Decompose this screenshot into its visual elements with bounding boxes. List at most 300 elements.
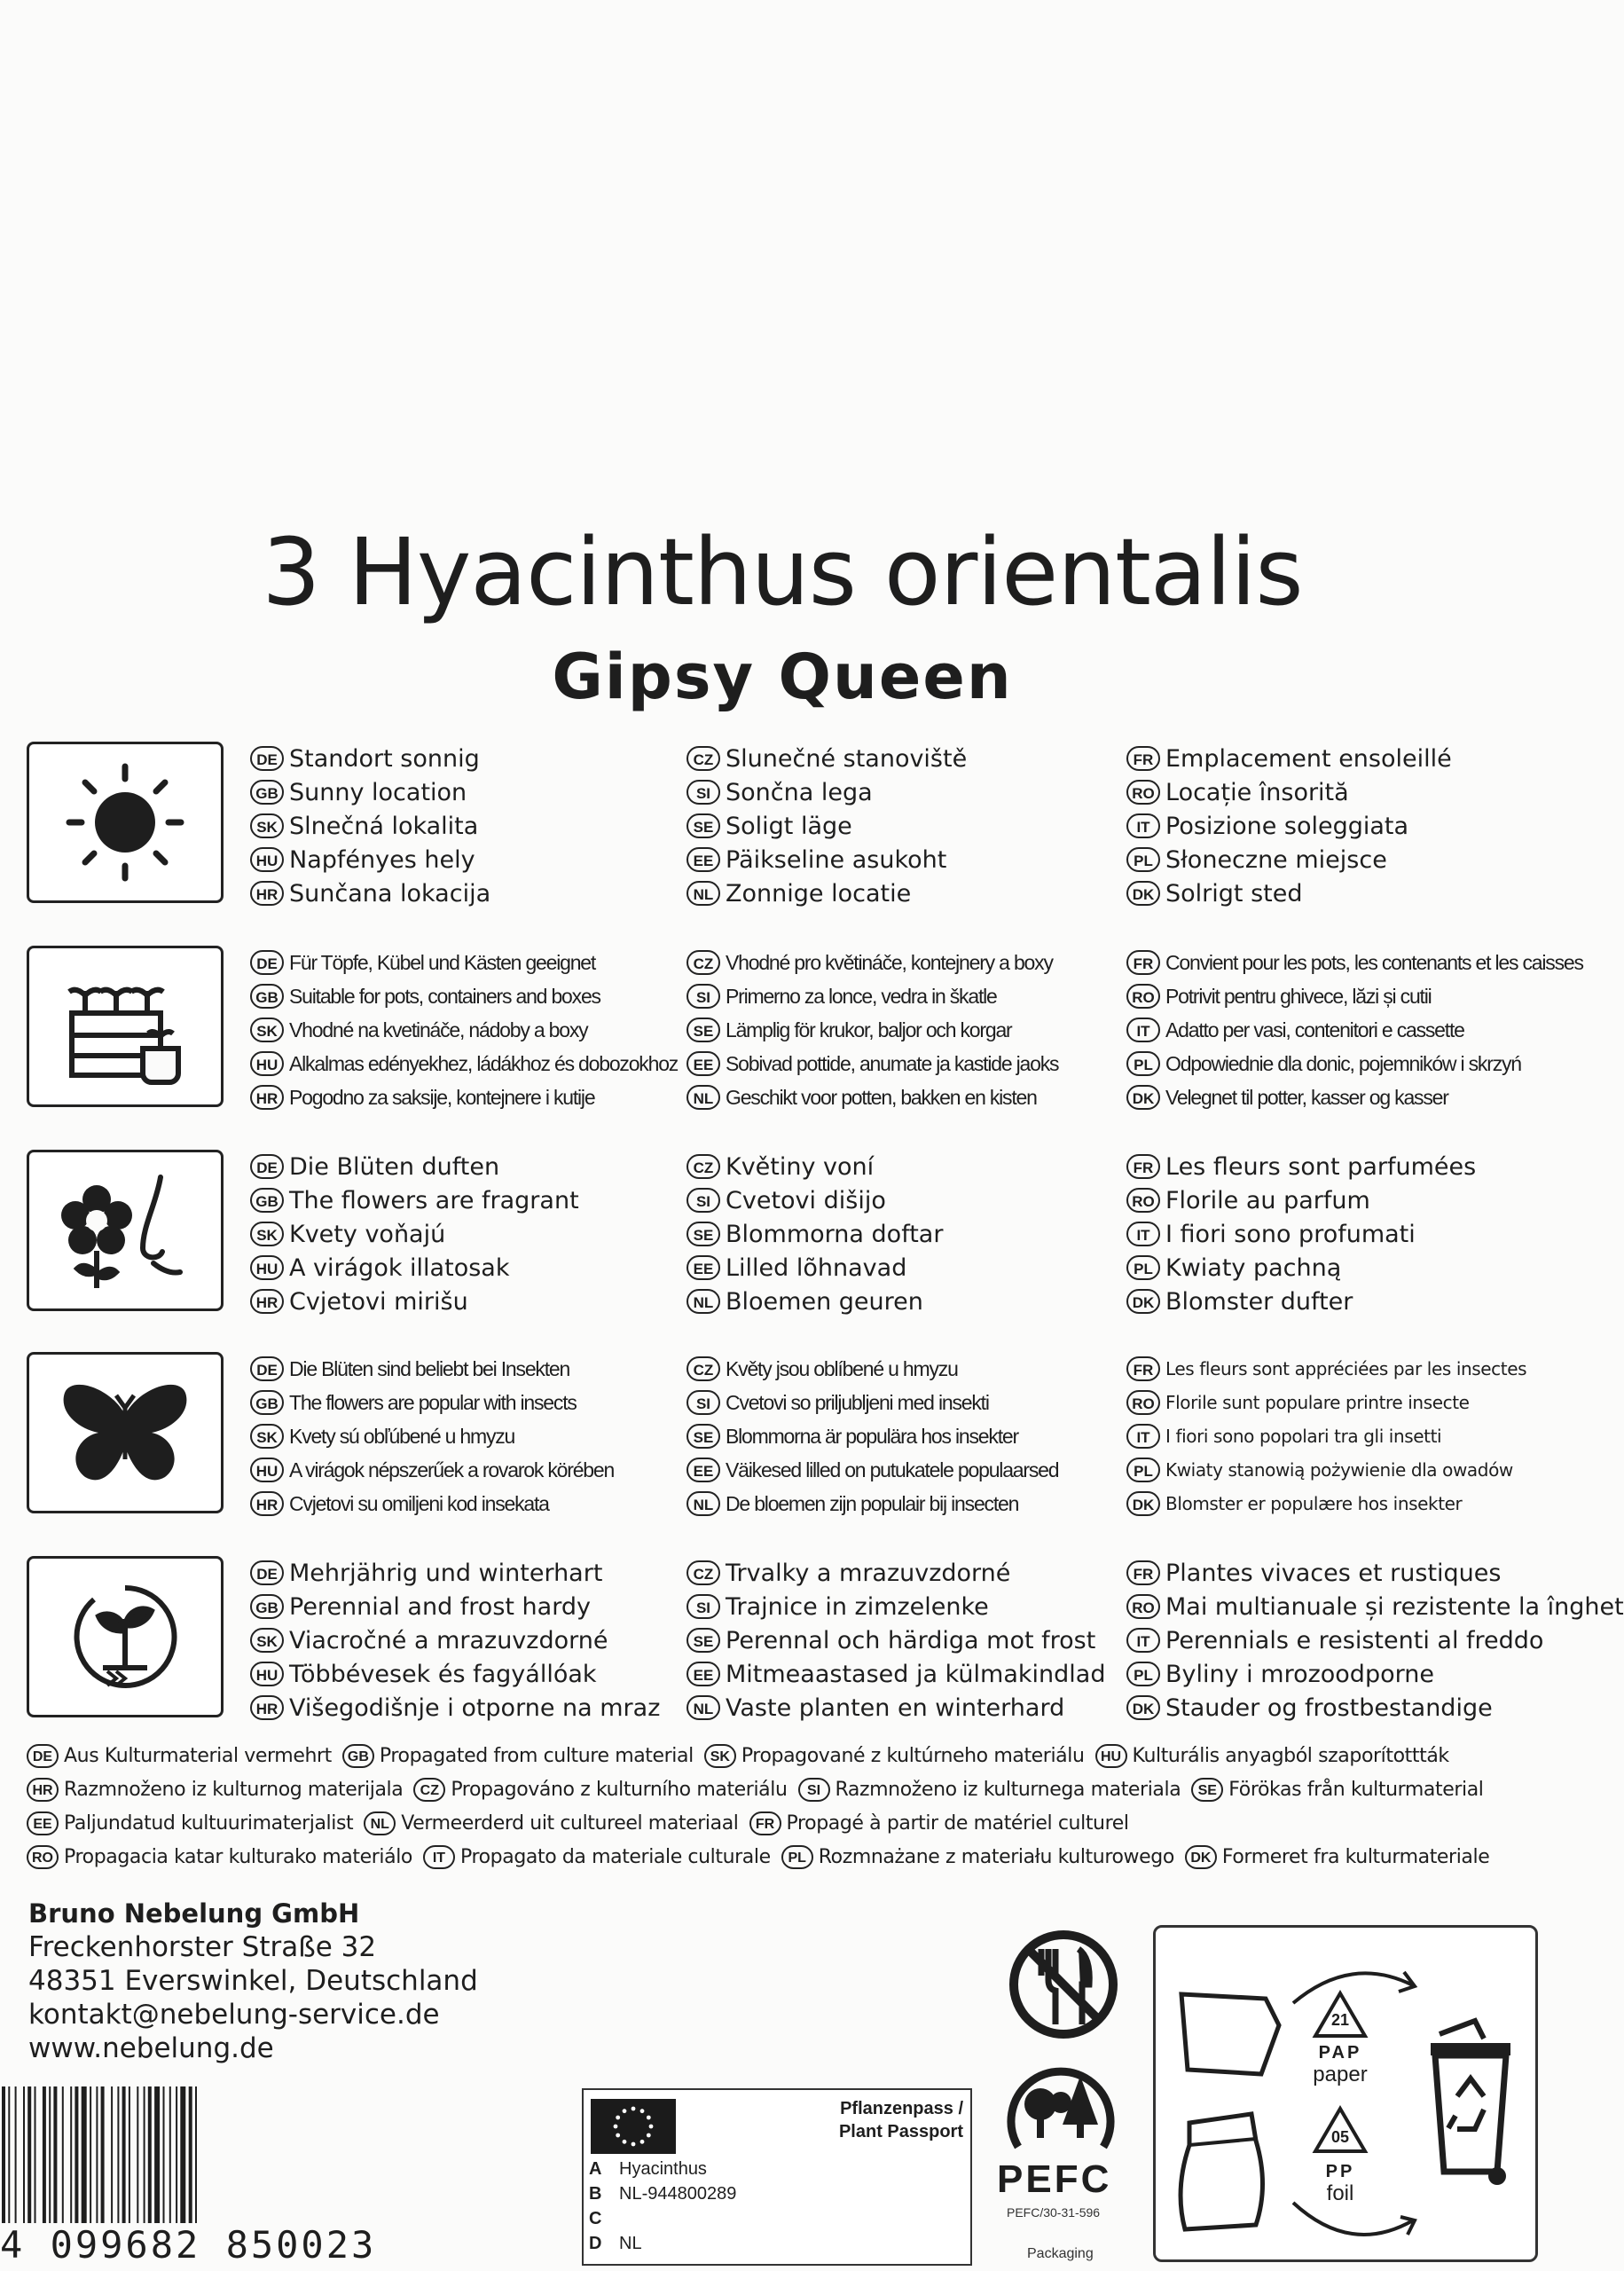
language-badge: FR: [1126, 746, 1160, 771]
language-text: Višegodišnje i otporne na mraz: [289, 1693, 661, 1722]
propagation-text: Razmnoženo iz kulturnog materijala: [64, 1778, 404, 1801]
language-line: [1126, 876, 1452, 910]
language-badge: PL: [1126, 1255, 1160, 1280]
language-badge: DK: [1185, 1845, 1217, 1869]
language-line: [686, 1352, 1058, 1386]
language-badge: SK: [250, 1018, 284, 1042]
language-line: [1126, 1691, 1624, 1725]
propagation-text: Propagované z kultúrneho materiálu: [741, 1744, 1085, 1767]
language-text: Mai multianuale și rezistente la înghet: [1165, 1592, 1624, 1621]
propagation-item: [364, 1811, 738, 1835]
propagation-text: Propagated from culture material: [379, 1744, 694, 1767]
language-text: Stauder og frostbestandige: [1165, 1693, 1493, 1722]
propagation-item: [423, 1845, 771, 1869]
language-line: [250, 1251, 579, 1285]
language-text: Többévesek és fagyállóak: [289, 1660, 597, 1688]
language-text: Bloemen geuren: [726, 1287, 923, 1316]
language-badge: SK: [250, 1222, 284, 1246]
language-badge: PL: [1126, 847, 1160, 872]
packaging-label: Packaging: [1027, 2246, 1094, 2261]
language-badge: SI: [798, 1778, 830, 1802]
language-text: Blommorna är populära hos insekter: [726, 1424, 1018, 1448]
barcode-number: 4 099682 850023: [0, 2223, 377, 2267]
pp-code: 05: [1330, 2128, 1350, 2146]
language-text: Velegnet til potter, kasser og kasser: [1165, 1085, 1448, 1109]
language-line: [250, 1217, 579, 1251]
language-text: Słoneczne miejsce: [1165, 845, 1387, 874]
language-line: [1126, 1419, 1526, 1453]
pefc-code: PEFC/30-31-596: [1007, 2205, 1101, 2220]
language-badge: DK: [1126, 1695, 1160, 1720]
sun-icon: [27, 742, 224, 903]
propagation-item: [342, 1744, 694, 1768]
language-line: [686, 1386, 1058, 1419]
language-column: [250, 946, 678, 1114]
language-column: [1126, 1352, 1526, 1521]
propagation-item: [27, 1744, 332, 1768]
propagation-line: [27, 1772, 1561, 1806]
language-badge: PL: [1126, 1051, 1160, 1076]
language-line: [1126, 1251, 1476, 1285]
info-row: [27, 1352, 1561, 1519]
language-line: [686, 1623, 1105, 1657]
language-text: Viacročné a mrazuvzdorné: [289, 1626, 608, 1654]
language-line: [686, 1285, 943, 1318]
website[interactable]: www.nebelung.de: [28, 2032, 274, 2064]
language-text: Mitmeaastased ja külmakindlad: [726, 1660, 1106, 1688]
language-line: [1126, 1623, 1624, 1657]
language-text: Solrigt sted: [1165, 879, 1303, 908]
language-text: Cvjetovi mirišu: [289, 1287, 468, 1316]
language-line: [250, 1556, 660, 1590]
company-name: Bruno Nebelung GmbH: [28, 1898, 360, 1929]
language-badge: PL: [1126, 1458, 1160, 1482]
language-text: Les fleurs sont appréciées par les insectes: [1165, 1358, 1527, 1379]
language-badge: HU: [250, 847, 284, 872]
language-line: [686, 1217, 943, 1251]
language-badge: HR: [27, 1778, 59, 1802]
language-text: Florile au parfum: [1165, 1186, 1370, 1214]
language-line: [250, 876, 490, 910]
language-badge: DE: [250, 1154, 284, 1179]
language-badge: SK: [250, 1628, 284, 1653]
language-text: Die Blüten duften: [289, 1152, 500, 1181]
language-text: Die Blüten sind beliebt bei Insekten: [289, 1356, 570, 1380]
language-text: Slunečné stanoviště: [726, 744, 968, 773]
language-text: I fiori sono profumati: [1165, 1220, 1416, 1248]
language-badge: RO: [1126, 984, 1160, 1009]
language-badge: RO: [1126, 780, 1160, 805]
language-line: [1126, 1657, 1624, 1691]
language-line: [686, 742, 967, 775]
language-badge: IT: [1126, 1222, 1160, 1246]
language-badge: SE: [686, 1222, 720, 1246]
language-text: Locație însorită: [1165, 778, 1349, 806]
language-line: [250, 1047, 678, 1080]
language-text: The flowers are popular with insects: [289, 1390, 577, 1414]
language-badge: RO: [27, 1845, 59, 1869]
language-line: [250, 1183, 579, 1217]
language-badge: HU: [250, 1662, 284, 1686]
arrow-icon: [1289, 2194, 1422, 2247]
language-text: Sunny location: [289, 778, 467, 806]
product-title: 3 Hyacinthus orientalis: [262, 518, 1303, 626]
language-badge: EE: [686, 1662, 720, 1686]
language-line: [250, 946, 678, 979]
language-badge: HR: [250, 881, 284, 906]
language-badge: SE: [1191, 1778, 1223, 1802]
propagation-item: [27, 1811, 353, 1835]
language-line: [686, 843, 967, 876]
language-line: [686, 775, 967, 809]
language-line: [686, 1691, 1105, 1725]
language-text: Sončna lega: [726, 778, 873, 806]
propagation-text: Propagé à partir de matériel culturel: [786, 1811, 1129, 1835]
pap-code: 21: [1330, 2011, 1350, 2029]
language-line: [250, 1419, 614, 1453]
language-line: [686, 1080, 1058, 1114]
language-line: [686, 1590, 1105, 1623]
language-badge: CZ: [686, 1154, 720, 1179]
language-text: Geschikt voor potten, bakken en kisten: [726, 1085, 1037, 1109]
language-text: Standort sonnig: [289, 744, 480, 773]
language-text: Primerno za lonce, vedra in škatle: [726, 984, 997, 1008]
language-line: [1126, 1013, 1583, 1047]
language-text: De bloemen zijn populair bij insecten: [726, 1491, 1019, 1515]
language-line: [250, 1487, 614, 1521]
language-line: [686, 1251, 943, 1285]
language-text: Pogodno za saksije, kontejnere i kutije: [289, 1085, 595, 1109]
language-text: Květiny voní: [726, 1152, 875, 1181]
pp-word: foil: [1326, 2181, 1354, 2205]
plant-passport: [582, 2088, 972, 2266]
language-text: The flowers are fragrant: [289, 1186, 579, 1214]
pap-word: paper: [1313, 2063, 1368, 2086]
language-badge: GB: [342, 1744, 374, 1768]
language-badge: NL: [686, 1085, 720, 1110]
info-row: [27, 1556, 1624, 1723]
city: 48351 Everswinkel, Deutschland: [28, 1965, 478, 1997]
language-line: [1126, 809, 1452, 843]
language-badge: IT: [1126, 1628, 1160, 1653]
language-line: [1126, 1556, 1624, 1590]
planter-box-icon: [27, 946, 224, 1107]
language-line: [250, 809, 490, 843]
language-text: Für Töpfe, Kübel und Kästen geeignet: [289, 950, 596, 974]
language-column: [1126, 946, 1583, 1114]
passport-title: Pflanzenpass / Plant Passport: [838, 2099, 963, 2141]
passport-row-b: B NL-944800289: [589, 2184, 737, 2204]
language-line: [250, 1150, 579, 1183]
language-badge: NL: [686, 1695, 720, 1720]
propagation-item: [704, 1744, 1085, 1768]
recycling-bin-icon: [1422, 2016, 1519, 2194]
language-badge: HR: [250, 1085, 284, 1110]
propagation-item: [781, 1845, 1174, 1869]
language-text: I fiori sono popolari tra gli insetti: [1165, 1426, 1442, 1447]
language-badge: DE: [27, 1744, 59, 1768]
language-line: [686, 876, 967, 910]
language-line: [1126, 1217, 1476, 1251]
language-line: [686, 1150, 943, 1183]
language-column: [1126, 1150, 1476, 1318]
language-text: Blomster dufter: [1165, 1287, 1353, 1316]
language-badge: CZ: [686, 950, 720, 975]
language-badge: DE: [250, 1356, 284, 1381]
language-line: [1126, 979, 1583, 1013]
language-text: Kwiaty stanowią pożywienie dla owadów: [1165, 1459, 1513, 1481]
passport-row-c: C: [589, 2209, 602, 2228]
language-column: [1126, 742, 1452, 910]
passport-row-a: A Hyacinthus: [589, 2159, 707, 2179]
language-badge: GB: [250, 1390, 284, 1415]
pefc-mark: PEFC: [997, 2157, 1112, 2201]
language-line: [250, 1453, 614, 1487]
language-badge: CZ: [413, 1778, 445, 1802]
propagation-text: Förökas från kulturmaterial: [1228, 1778, 1484, 1801]
language-column: [686, 1150, 943, 1318]
foil-bag-icon: [1172, 2105, 1269, 2238]
language-badge: CZ: [686, 1560, 720, 1585]
language-text: Väikesed lilled on putukatele populaarsed: [726, 1458, 1059, 1481]
language-badge: HU: [1095, 1744, 1127, 1768]
language-text: Cvetovi so priljubljeni med insekti: [726, 1390, 989, 1414]
language-text: Zonnige locatie: [726, 879, 912, 908]
language-badge: DK: [1126, 1289, 1160, 1314]
language-badge: FR: [1126, 1560, 1160, 1585]
language-column: [250, 1352, 614, 1521]
language-text: Byliny i mrozoodporne: [1165, 1660, 1434, 1688]
variety-name: Gipsy Queen: [552, 640, 1013, 713]
language-badge: DK: [1126, 1085, 1160, 1110]
language-text: Adatto per vasi, contenitori e cassette: [1165, 1018, 1464, 1041]
language-text: Florile sunt populare printre insecte: [1165, 1392, 1470, 1413]
language-line: [1126, 742, 1452, 775]
barcode: [0, 2086, 367, 2239]
language-column: [250, 742, 490, 910]
language-text: Sunčana lokacija: [289, 879, 491, 908]
language-badge: IT: [1126, 1424, 1160, 1449]
language-badge: FR: [1126, 1154, 1160, 1179]
language-text: Plantes vivaces et rustiques: [1165, 1559, 1502, 1587]
language-text: Suitable for pots, containers and boxes: [289, 984, 600, 1008]
info-row: [27, 742, 1561, 908]
propagation-item: [798, 1778, 1181, 1802]
language-text: Päikseline asukoht: [726, 845, 947, 874]
language-line: [1126, 1183, 1476, 1217]
language-line: [686, 1419, 1058, 1453]
pap-label: PAP: [1318, 2043, 1362, 2063]
email[interactable]: kontakt@nebelung-service.de: [28, 1999, 440, 2031]
propagation-text: Formeret fra kulturmateriale: [1221, 1845, 1490, 1868]
street: Freckenhorster Straße 32: [28, 1931, 377, 1963]
language-badge: NL: [364, 1811, 396, 1835]
propagation-item: [749, 1811, 1129, 1835]
language-badge: SE: [686, 1628, 720, 1653]
language-badge: GB: [250, 984, 284, 1009]
propagation-text: Propagováno z kulturního materiálu: [451, 1778, 788, 1801]
language-text: Mehrjährig und winterhart: [289, 1559, 603, 1587]
language-text: Vhodné pro květináče, kontejnery a boxy: [726, 950, 1053, 974]
language-text: Les fleurs sont parfumées: [1165, 1152, 1477, 1181]
language-line: [250, 1691, 660, 1725]
propagation-line: [27, 1806, 1561, 1840]
language-text: Odpowiednie dla donic, pojemników i skrzyń: [1165, 1051, 1521, 1075]
language-badge: SE: [686, 1424, 720, 1449]
language-badge: GB: [250, 1188, 284, 1213]
language-text: Sobivad pottide, anumate ja kastide jaoks: [726, 1051, 1059, 1075]
language-text: Alkalmas edényekhez, ládákhoz és dobozokhoz: [289, 1051, 679, 1075]
propagation-item: [1095, 1744, 1449, 1768]
language-line: [686, 809, 967, 843]
language-text: Cvjetovi su omiljeni kod insekata: [289, 1491, 549, 1515]
language-badge: FR: [1126, 1356, 1160, 1381]
propagation-text: Vermeerderd uit cultureel materiaal: [401, 1811, 739, 1835]
language-text: Kwiaty pachną: [1165, 1253, 1342, 1282]
language-badge: HR: [250, 1289, 284, 1314]
language-line: [1126, 1285, 1476, 1318]
language-text: Perennials e resistenti al freddo: [1165, 1626, 1544, 1654]
language-badge: IT: [1126, 813, 1160, 838]
language-badge: HR: [250, 1695, 284, 1720]
language-badge: HR: [250, 1491, 284, 1516]
language-badge: SI: [686, 780, 720, 805]
language-badge: EE: [686, 1051, 720, 1076]
language-badge: CZ: [686, 746, 720, 771]
language-text: Blomster er populære hos insekter: [1165, 1493, 1463, 1514]
pefc-logo-icon: [1000, 2049, 1121, 2156]
language-badge: IT: [1126, 1018, 1160, 1042]
language-text: Vaste planten en winterhard: [726, 1693, 1065, 1722]
language-text: Lilled lõhnavad: [726, 1253, 907, 1282]
language-text: Posizione soleggiata: [1165, 812, 1409, 840]
language-line: [686, 979, 1058, 1013]
language-text: Trajnice in zimzelenke: [726, 1592, 989, 1621]
language-badge: RO: [1126, 1594, 1160, 1619]
language-text: Convient pour les pots, les contenants et les caisses: [1165, 950, 1583, 974]
language-text: Květy jsou oblíbené u hmyzu: [726, 1356, 958, 1380]
paper-sleeve-icon: [1177, 1990, 1283, 2078]
propagation-item: [1185, 1845, 1489, 1869]
perennial-plant-icon: [27, 1556, 224, 1717]
language-badge: DE: [250, 1560, 284, 1585]
not-edible-icon: [1006, 1927, 1121, 2042]
language-text: Blommorna doftar: [726, 1220, 944, 1248]
language-line: [250, 1285, 579, 1318]
eu-flag-icon: [591, 2099, 676, 2154]
language-line: [250, 1080, 678, 1114]
language-line: [1126, 1047, 1583, 1080]
language-badge: HU: [250, 1255, 284, 1280]
language-text: Vhodné na kvetináče, nádoby a boxy: [289, 1018, 588, 1041]
language-line: [250, 775, 490, 809]
language-text: Perennial and frost hardy: [289, 1592, 591, 1621]
language-line: [250, 979, 678, 1013]
language-line: [1126, 1150, 1476, 1183]
language-line: [686, 1047, 1058, 1080]
language-badge: RO: [1126, 1390, 1160, 1415]
language-badge: DE: [250, 950, 284, 975]
butterfly-icon: [27, 1352, 224, 1513]
language-text: Lämplig för krukor, baljor och korgar: [726, 1018, 1012, 1041]
flower-nose-fragrance-icon: [27, 1150, 224, 1311]
propagation-item: [1191, 1778, 1483, 1802]
language-text: Cvetovi dišijo: [726, 1186, 886, 1214]
language-text: Perennal och härdiga mot frost: [726, 1626, 1096, 1654]
language-column: [686, 742, 967, 910]
language-text: Napfényes hely: [289, 845, 475, 874]
language-line: [250, 1590, 660, 1623]
language-column: [1126, 1556, 1624, 1725]
language-badge: SI: [686, 1188, 720, 1213]
language-text: Potrivit pentru ghivece, lăzi și cutii: [1165, 984, 1432, 1008]
pp-label: PP: [1325, 2162, 1355, 2181]
language-badge: NL: [686, 1289, 720, 1314]
language-text: Soligt läge: [726, 812, 852, 840]
propagation-text: Paljundatud kultuurimaterjalist: [64, 1811, 354, 1835]
info-row: [27, 946, 1583, 1112]
language-column: [250, 1150, 579, 1318]
language-badge: DK: [1126, 881, 1160, 906]
language-line: [250, 1013, 678, 1047]
language-badge: SK: [250, 813, 284, 838]
language-badge: DK: [1126, 1491, 1160, 1516]
propagation-item: [27, 1845, 412, 1869]
language-line: [1126, 843, 1452, 876]
language-line: [686, 1657, 1105, 1691]
language-text: Emplacement ensoleillé: [1165, 744, 1452, 773]
language-line: [686, 1487, 1058, 1521]
language-line: [250, 1657, 660, 1691]
language-column: [686, 1556, 1105, 1725]
language-line: [1126, 1386, 1526, 1419]
company-address: [28, 1897, 478, 2065]
language-text: A virágok illatosak: [289, 1253, 510, 1282]
language-text: Trvalky a mrazuvzdorné: [726, 1559, 1011, 1587]
language-badge: SI: [686, 1390, 720, 1415]
language-text: A virágok népszerűek a rovarok körében: [289, 1458, 615, 1481]
recycling-info: [1153, 1925, 1538, 2262]
language-badge: EE: [686, 1458, 720, 1482]
language-badge: SK: [250, 1424, 284, 1449]
language-badge: SI: [686, 1594, 720, 1619]
language-badge: HU: [250, 1051, 284, 1076]
language-line: [686, 1013, 1058, 1047]
language-line: [1126, 946, 1583, 979]
language-line: [1126, 775, 1452, 809]
language-badge: PL: [1126, 1662, 1160, 1686]
language-line: [250, 1623, 660, 1657]
propagation-item: [27, 1778, 403, 1802]
propagation-info: [27, 1739, 1561, 1874]
language-line: [686, 1453, 1058, 1487]
language-badge: GB: [250, 780, 284, 805]
language-badge: NL: [686, 1491, 720, 1516]
language-line: [250, 742, 490, 775]
language-line: [1126, 1080, 1583, 1114]
language-line: [686, 946, 1058, 979]
language-badge: SE: [686, 813, 720, 838]
propagation-text: Propagato da materiale culturale: [459, 1845, 771, 1868]
language-text: Kvety voňajú: [289, 1220, 446, 1248]
language-badge: EE: [686, 847, 720, 872]
language-line: [250, 1352, 614, 1386]
language-badge: NL: [686, 881, 720, 906]
language-line: [1126, 1352, 1526, 1386]
info-row: [27, 1150, 1561, 1316]
language-badge: SE: [686, 1018, 720, 1042]
language-badge: IT: [423, 1845, 455, 1869]
